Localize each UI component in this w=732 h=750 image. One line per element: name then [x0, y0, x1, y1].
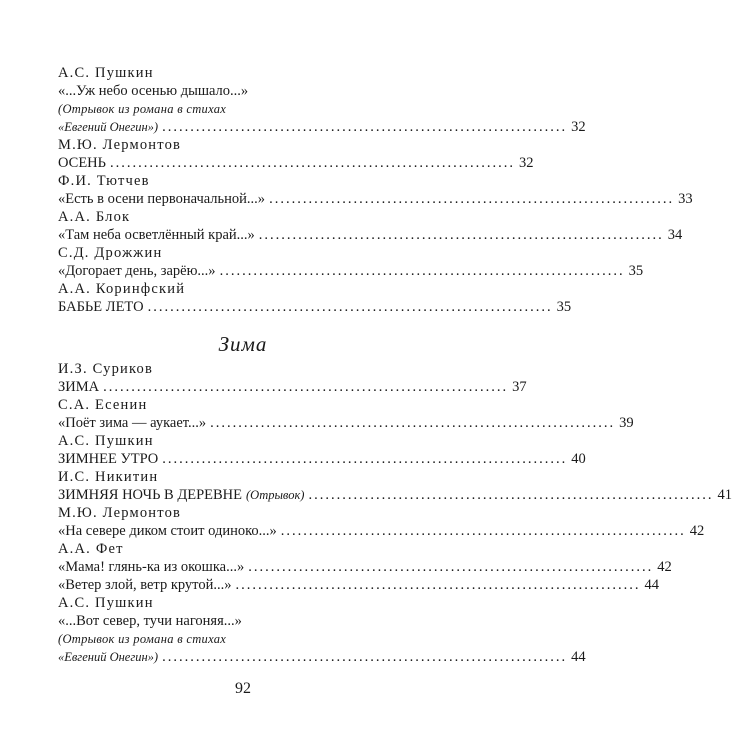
page-number: 92: [235, 680, 251, 697]
entry-title: «Поёт зима — аукает...»: [58, 415, 207, 431]
author-blok: А.А. Блок: [58, 209, 131, 225]
page-ref: 42: [689, 523, 705, 539]
dot-leader: ........................................................................: [308, 487, 714, 503]
dot-leader: ........................................................................: [162, 649, 568, 665]
entry-subtitle: «Евгений Онегин»): [58, 120, 159, 134]
author-pushkin: А.С. Пушкин: [58, 433, 154, 449]
toc-winter: [58, 360, 732, 666]
section-heading-winter: Зима: [218, 332, 268, 356]
entry-subtitle: (Отрывок из романа в стихах: [58, 632, 227, 646]
toc-entry[interactable]: [58, 154, 534, 172]
author-nikitin: И.С. Никитин: [58, 469, 159, 485]
page-ref: 41: [717, 487, 732, 503]
dot-leader: ........................................................................: [219, 263, 625, 279]
author-drozhzhin: С.Д. Дрожжин: [58, 245, 163, 261]
toc-entry[interactable]: [58, 486, 732, 504]
toc-entry[interactable]: [58, 450, 586, 468]
entry-title: ОСЕНЬ: [58, 155, 106, 171]
page-ref: 32: [571, 119, 586, 135]
toc-entry[interactable]: [58, 262, 644, 280]
dot-leader: ........................................................................: [280, 523, 686, 539]
page-ref: 33: [678, 191, 693, 207]
entry-title: «Мама! глянь-ка из окошка...»: [58, 559, 245, 575]
entry-title: ЗИМНЕЕ УТРО: [58, 451, 159, 467]
toc-entry[interactable]: [58, 576, 659, 594]
entry-title: «...Вот север, тучи нагоняя...»: [58, 613, 242, 629]
dot-leader: ........................................................................: [147, 299, 553, 315]
entry-subtitle: «Евгений Онегин»): [58, 650, 159, 664]
entry-title: «Догорает день, зарёю...»: [58, 263, 216, 279]
author-korinfsky: А.А. Коринфский: [58, 281, 186, 297]
entry-title: БАБЬЕ ЛЕТО: [58, 299, 144, 315]
dot-leader: ........................................................................: [235, 577, 641, 593]
dot-leader: ........................................................................: [210, 415, 616, 431]
toc-entry[interactable]: [58, 378, 527, 396]
author-pushkin: А.С. Пушкин: [58, 65, 154, 81]
page-ref: 32: [518, 155, 534, 171]
toc-entry[interactable]: [58, 118, 586, 136]
page-ref: 37: [512, 379, 527, 395]
author-lermontov: М.Ю. Лермонтов: [58, 505, 182, 521]
entry-title: «Там неба осветлённый край...»: [58, 227, 255, 243]
page-ref: 44: [571, 649, 586, 665]
entry-title: ЗИМА: [58, 379, 100, 395]
page-ref: 34: [667, 227, 683, 243]
entry-title: «На севере диком стоит одиноко...»: [58, 523, 277, 539]
toc-autumn: [58, 64, 693, 316]
dot-leader: ........................................................................: [258, 227, 664, 243]
toc-entry[interactable]: [58, 522, 705, 540]
page-ref: 35: [628, 263, 644, 279]
toc-entry[interactable]: [58, 558, 672, 576]
author-tyutchev: Ф.И. Тютчев: [58, 173, 150, 189]
dot-leader: ........................................................................: [269, 191, 675, 207]
page-ref: 39: [619, 415, 634, 431]
toc-entry[interactable]: [58, 298, 572, 316]
toc-entry[interactable]: [58, 190, 693, 208]
page-ref: 44: [644, 577, 659, 593]
entry-title: «Ветер злой, ветр крутой...»: [58, 577, 232, 593]
entry-title: «Есть в осени первоначальной...»: [58, 191, 266, 207]
toc-entry[interactable]: [58, 414, 634, 432]
dot-leader: ........................................................................: [162, 119, 568, 135]
page-ref: 35: [556, 299, 572, 315]
entry-note: (Отрывок): [246, 488, 305, 502]
author-pushkin: А.С. Пушкин: [58, 595, 154, 611]
page-ref: 40: [571, 451, 586, 467]
entry-title: ЗИМНЯЯ НОЧЬ В ДЕРЕВНЕ: [58, 487, 242, 503]
author-surikov: И.З. Суриков: [58, 361, 153, 377]
author-fet: А.А. Фет: [58, 541, 124, 557]
toc-entry[interactable]: [58, 226, 683, 244]
entry-title: «...Уж небо осенью дышало...»: [58, 83, 249, 99]
page-ref: 42: [657, 559, 672, 575]
toc-entry[interactable]: [58, 648, 586, 666]
entry-subtitle: (Отрывок из романа в стихах: [58, 102, 227, 116]
dot-leader: ........................................................................: [103, 379, 509, 395]
dot-leader: ........................................................................: [162, 451, 568, 467]
author-lermontov: М.Ю. Лермонтов: [58, 137, 182, 153]
author-esenin: С.А. Есенин: [58, 397, 148, 413]
dot-leader: ........................................................................: [109, 155, 515, 171]
dot-leader: ........................................................................: [248, 559, 654, 575]
